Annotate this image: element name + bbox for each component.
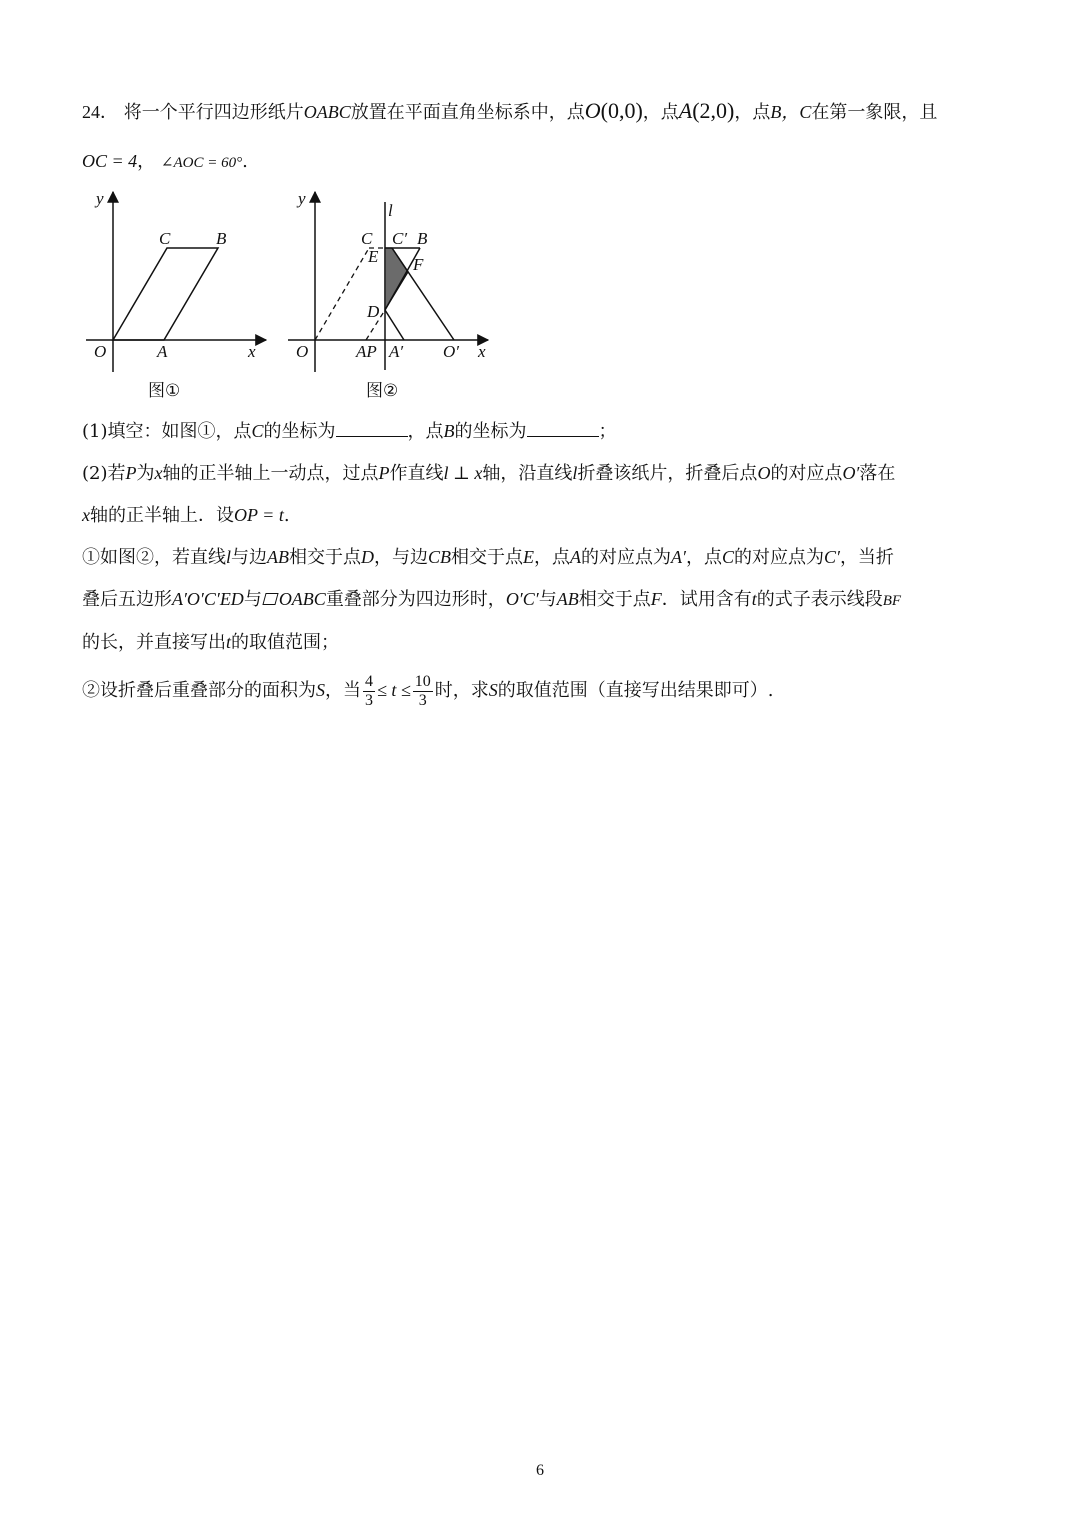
q2-text: 为: [136, 463, 155, 484]
math: D: [361, 547, 375, 567]
q2a-text: 相交于点: [451, 547, 524, 568]
question-2b: [82, 668, 774, 713]
q2a-text: ，与边: [374, 547, 429, 568]
q2-text: 作直线: [389, 463, 444, 484]
q2a-text: ①如图②，若直线: [82, 547, 226, 568]
question-2a-line-2: [82, 586, 901, 614]
q2a-text: ．试用含有: [661, 589, 752, 610]
q2a-text: 重叠部分为四边形时，: [325, 589, 506, 610]
fraction-10-3: [413, 673, 433, 710]
question-1: [82, 418, 617, 445]
answer-blank-c[interactable]: [336, 418, 408, 437]
o-label: O: [296, 342, 309, 361]
d-label: D: [367, 302, 380, 321]
problem-line-2: [82, 148, 248, 176]
edge-d-aprime: [385, 310, 404, 340]
x-label: x: [478, 342, 486, 361]
figure-2: [280, 182, 495, 407]
q2a-text: 的长，并直接写出: [82, 632, 226, 653]
problem-text: 在第一象限，且: [811, 102, 938, 123]
problem-line-1: [82, 98, 937, 126]
shape-name: OABC: [303, 102, 351, 122]
q1-text: ，点: [407, 421, 444, 442]
point-label: C: [251, 421, 264, 441]
math: C′: [823, 547, 840, 567]
question-2-line-2: [82, 502, 290, 529]
point-label: O: [584, 98, 601, 123]
math: OP = t: [234, 505, 284, 525]
ap-label: AP: [356, 342, 377, 361]
q1-text: ；: [598, 421, 617, 442]
q1-text: 的坐标为: [454, 421, 527, 442]
q2-text: 落在: [859, 463, 896, 484]
math: S: [316, 680, 325, 700]
math: F: [650, 589, 662, 609]
q2a-text: 的式子表示线段: [756, 589, 883, 610]
math: l ⊥ x: [443, 463, 483, 483]
figure-caption: 图①: [148, 381, 181, 401]
y-label: y: [96, 189, 104, 208]
math: l: [572, 463, 578, 483]
q2a-text: 的对应点为: [733, 547, 824, 568]
q2a-text: ，点: [685, 547, 722, 568]
denominator: 3: [365, 691, 373, 709]
math: P: [378, 463, 390, 483]
q2b-text: ②设折叠后重叠部分的面积为: [82, 680, 316, 701]
problem-text: 将一个平行四边形纸片: [123, 102, 304, 123]
problem-text: 放置在平面直角坐标系中，点: [350, 102, 585, 123]
problem-number: 24．: [82, 102, 118, 122]
q2b-text: 时，求: [434, 680, 489, 701]
q2a-text: 叠后五边形: [82, 589, 172, 610]
question-2-line-1: [82, 460, 895, 487]
q2a-text: 与: [538, 589, 557, 610]
q2a-text: 相交于点: [289, 547, 362, 568]
math: x: [82, 505, 90, 525]
x-label: x: [248, 342, 256, 361]
problem-text: ，: [137, 151, 156, 172]
q2a-text: 相交于点: [578, 589, 651, 610]
q2-text: 的对应点: [770, 463, 843, 484]
math: x: [154, 463, 163, 483]
fraction-4-3: [363, 673, 375, 710]
q2b-text: ，当: [325, 680, 361, 701]
q2-text: (2)若: [82, 463, 126, 484]
math: t: [226, 632, 232, 652]
problem-text: ，点: [734, 102, 771, 123]
math: AB: [556, 589, 579, 609]
condition: OC = 4: [82, 151, 138, 171]
q1-text: (1)填空：如图①，点: [82, 421, 252, 442]
math: P: [125, 463, 137, 483]
numerator: 10: [414, 672, 431, 690]
coordinate: (0,0): [600, 98, 643, 123]
math: O′: [842, 463, 860, 483]
coordinate: (2,0): [692, 98, 735, 123]
shaded-overlap: [385, 248, 408, 310]
parallelogram-oabc: [113, 248, 218, 340]
figure-caption: 图②: [366, 381, 399, 401]
dashed-oc: [315, 248, 369, 340]
q2-text: .: [283, 505, 290, 526]
math: l: [226, 547, 232, 567]
q1-text: 的坐标为: [263, 421, 336, 442]
math: A: [570, 547, 582, 567]
a-label: A: [157, 342, 168, 361]
math: E: [523, 547, 535, 567]
condition: ∠AOC = 60°: [160, 155, 243, 171]
math: O′C′: [505, 589, 539, 609]
math: A′: [671, 547, 686, 567]
parallelogram-symbol: [262, 593, 278, 605]
math: A′O′C′ED: [172, 589, 244, 609]
point-label: B，C: [770, 102, 812, 122]
q2a-text: 的取值范围；: [231, 632, 340, 653]
point-label: B: [443, 421, 455, 441]
page-number: 6: [536, 1462, 544, 1479]
b-label: B: [216, 229, 227, 248]
l-label: l: [388, 201, 393, 220]
q2a-text: 与边: [231, 547, 268, 568]
problem-text: ，点: [642, 102, 679, 123]
point-label: A: [678, 98, 693, 123]
math: ≤ t ≤: [377, 680, 411, 700]
math: BF: [882, 593, 902, 609]
question-2a-line-1: [82, 544, 894, 571]
oprime-label: O′: [443, 342, 459, 361]
q2a-text: 的对应点为: [581, 547, 672, 568]
math: S: [488, 680, 498, 700]
math: O: [757, 463, 771, 483]
numerator: 4: [365, 672, 373, 690]
cprime-label: C′: [392, 229, 408, 248]
c-label: C: [361, 229, 373, 248]
q2a-text: 与: [243, 589, 262, 610]
y-label: y: [298, 189, 306, 208]
q2a-text: ，当折: [839, 547, 894, 568]
answer-blank-b[interactable]: [527, 418, 599, 437]
math: C: [721, 547, 734, 567]
question-2a-line-3: [82, 629, 339, 656]
e-label: E: [368, 247, 379, 266]
q2-text: 轴的正半轴上一动点，过点: [162, 463, 379, 484]
q2-text: 轴的正半轴上．设: [90, 505, 234, 526]
c-label: C: [159, 229, 171, 248]
math: AB: [267, 547, 290, 567]
math: CB: [428, 547, 452, 567]
q2-text: 轴，沿直线: [482, 463, 573, 484]
aprime-label: A′: [389, 342, 404, 361]
o-label: O: [94, 342, 107, 361]
b-label: B: [417, 229, 428, 248]
figure-1: [78, 182, 278, 407]
denominator: 3: [418, 691, 427, 709]
f-label: F: [413, 255, 424, 274]
q2b-text: 的取值范围（直接写出结果即可）.: [497, 680, 774, 701]
q2-text: 折叠该纸片，折叠后点: [577, 463, 758, 484]
math: t: [751, 589, 757, 609]
problem-text: .: [242, 151, 248, 172]
q2a-text: ，点: [534, 547, 571, 568]
math: OABC: [278, 589, 326, 609]
